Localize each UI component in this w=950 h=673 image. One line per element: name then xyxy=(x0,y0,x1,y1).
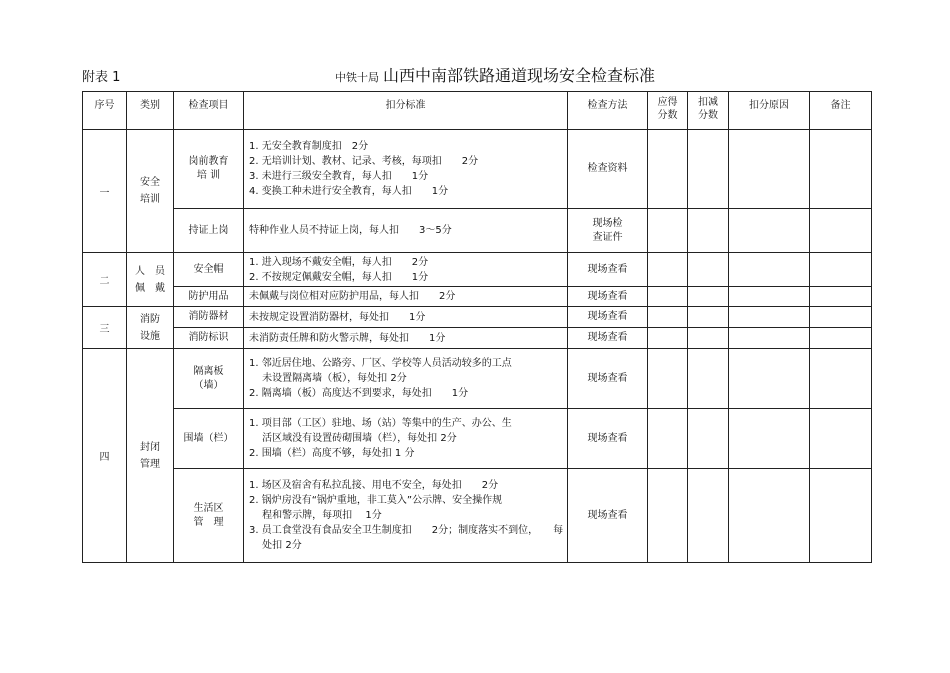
section-category xyxy=(127,253,174,307)
remark-cell xyxy=(810,469,872,563)
table-row xyxy=(83,328,872,349)
check-method xyxy=(568,349,648,409)
score-cell[interactable] xyxy=(648,409,688,469)
text-line: 现场查看 xyxy=(587,263,628,275)
text-line: 4. 变换工种未进行安全教育，每人扣 1分 xyxy=(249,186,449,197)
col-deduct: 扣减 分数 xyxy=(688,92,729,130)
text-line: 人 员 xyxy=(135,265,165,277)
text-line: 3. 员工食堂没有食品安全卫生制度扣 2分；制度落实不到位， 每 xyxy=(249,525,564,536)
reason-cell xyxy=(729,349,810,409)
check-method xyxy=(568,130,648,209)
text-line: 查证件 xyxy=(592,231,623,243)
col-seq: 序号 xyxy=(83,92,127,130)
text-line: 生活区 xyxy=(193,502,224,514)
text-line: 封闭 xyxy=(140,441,160,453)
text-line: 2. 无培训计划、教材、记录、考核，每项扣 2分 xyxy=(249,156,479,167)
table-row xyxy=(83,409,872,469)
text-line: 消防器材 xyxy=(188,311,229,322)
text-line: 管 理 xyxy=(193,516,224,528)
text-line: 1. 无安全教育制度扣 2分 xyxy=(249,141,369,152)
reason-cell xyxy=(729,209,810,253)
col-item: 检查项目 xyxy=(174,92,244,130)
score-cell[interactable] xyxy=(648,469,688,563)
text-line: 未设置隔离墙（板），每处扣 2分 xyxy=(249,373,407,384)
remark-cell xyxy=(810,209,872,253)
text-line: 现场查看 xyxy=(587,432,628,444)
reason-cell xyxy=(729,307,810,328)
col-criteria: 扣分标准 xyxy=(244,92,568,130)
text-line: 检查资料 xyxy=(587,163,628,174)
section-category xyxy=(127,307,174,349)
text-line: 2. 隔离墙（板）高度达不到要求，每处扣 1分 xyxy=(249,388,469,399)
check-item xyxy=(174,469,244,563)
check-item xyxy=(174,253,244,287)
text-line: 未佩戴与岗位相对应防护用品，每人扣 2分 xyxy=(249,291,456,302)
text-line: （墙） xyxy=(193,379,224,391)
reason-cell xyxy=(729,130,810,209)
text-line: 1. 场区及宿舍有私拉乱接、用电不安全，每处扣 2分 xyxy=(249,480,499,491)
text-line: 2. 锅炉房没有“锅炉重地，非工莫入”公示牌、安全操作规 xyxy=(249,495,503,506)
text-line: 程和警示牌，每项扣 1分 xyxy=(249,510,382,521)
text-line: 特种作业人员不持证上岗，每人扣 3～5分 xyxy=(249,225,452,236)
text-line: 设施 xyxy=(140,330,160,342)
remark-cell xyxy=(810,287,872,307)
text-line: 现场查看 xyxy=(587,332,628,343)
reason-cell xyxy=(729,253,810,287)
attachment-label: 附表 1 xyxy=(82,70,121,85)
deduct-cell[interactable] xyxy=(688,209,729,253)
check-method xyxy=(568,253,648,287)
check-method xyxy=(568,307,648,328)
deduct-cell[interactable] xyxy=(688,328,729,349)
score-cell[interactable] xyxy=(648,130,688,209)
text-line: 1. 项目部（工区）驻地、场（站）等集中的生产、办公、生 xyxy=(249,418,512,429)
reason-cell xyxy=(729,328,810,349)
deduction-criteria xyxy=(244,253,568,287)
check-item xyxy=(174,287,244,307)
score-cell[interactable] xyxy=(648,328,688,349)
text-line: 2. 围墙（栏）高度不够，每处扣 1 分 xyxy=(249,448,415,459)
text-line: 培 训 xyxy=(196,170,221,181)
deduction-criteria xyxy=(244,209,568,253)
text-line: 现场查看 xyxy=(587,290,628,302)
text-line: 现场检 xyxy=(592,217,623,229)
remark-cell xyxy=(810,130,872,209)
check-method xyxy=(568,209,648,253)
check-item xyxy=(174,130,244,209)
text-line: 消防标识 xyxy=(188,332,229,343)
text-line: 隔离板 xyxy=(193,365,224,377)
section-category xyxy=(127,349,174,563)
text-line: 未消防责任牌和防火警示牌，每处扣 1分 xyxy=(249,332,446,344)
document-title xyxy=(335,63,655,86)
text-line: 1. 进入现场不戴安全帽，每人扣 2分 xyxy=(249,256,429,268)
table-row xyxy=(83,469,872,563)
deduction-criteria xyxy=(244,349,568,409)
remark-cell xyxy=(810,409,872,469)
text-line: 管理 xyxy=(140,458,160,470)
table-row xyxy=(83,253,872,287)
check-method xyxy=(568,328,648,349)
score-cell[interactable] xyxy=(648,253,688,287)
section-category xyxy=(127,130,174,253)
text-line: 现场查看 xyxy=(587,509,628,521)
check-method xyxy=(568,469,648,563)
text-line: 安全帽 xyxy=(193,263,224,275)
table-row xyxy=(83,130,872,209)
text-line: 现场查看 xyxy=(587,311,628,322)
reason-cell xyxy=(729,469,810,563)
text-line: 持证上岗 xyxy=(188,224,229,236)
section-seq: 四 xyxy=(83,349,127,563)
table-row xyxy=(83,287,872,307)
check-item xyxy=(174,307,244,328)
remark-cell xyxy=(810,253,872,287)
check-item xyxy=(174,349,244,409)
inspection-standard-table xyxy=(82,91,872,563)
score-cell[interactable] xyxy=(648,209,688,253)
remark-cell xyxy=(810,328,872,349)
deduction-criteria xyxy=(244,307,568,328)
remark-cell xyxy=(810,349,872,409)
deduct-cell[interactable] xyxy=(688,253,729,287)
table-row xyxy=(83,307,872,328)
header-row xyxy=(83,92,872,130)
section-seq: 一 xyxy=(83,130,127,253)
text-line: 安全 xyxy=(140,177,160,188)
check-item xyxy=(174,209,244,253)
text-line: 培训 xyxy=(140,194,160,205)
deduction-criteria xyxy=(244,287,568,307)
text-line: 围墙（栏） xyxy=(183,432,234,444)
table-row xyxy=(83,209,872,253)
deduction-criteria xyxy=(244,130,568,209)
reason-cell xyxy=(729,287,810,307)
check-method xyxy=(568,409,648,469)
text-line: 岗前教育 xyxy=(188,156,229,167)
col-remark: 备注 xyxy=(810,92,872,130)
remark-cell xyxy=(810,307,872,328)
reason-cell xyxy=(729,409,810,469)
check-method xyxy=(568,287,648,307)
col-reason: 扣分原因 xyxy=(729,92,810,130)
deduction-criteria xyxy=(244,469,568,563)
text-line: 现场查看 xyxy=(587,372,628,384)
text-line: 防护用品 xyxy=(188,290,229,302)
text-line: 处扣 2分 xyxy=(249,540,302,551)
check-item xyxy=(174,409,244,469)
check-item xyxy=(174,328,244,349)
deduct-cell[interactable] xyxy=(688,307,729,328)
text-line: 3. 未进行三级安全教育，每人扣 1分 xyxy=(249,171,429,182)
deduct-cell[interactable] xyxy=(688,130,729,209)
text-line: 消防 xyxy=(140,313,160,325)
col-score: 应得 分数 xyxy=(648,92,688,130)
text-line: 2. 不按规定佩戴安全帽，每人扣 1分 xyxy=(249,271,429,283)
deduction-criteria xyxy=(244,409,568,469)
deduct-cell[interactable] xyxy=(688,409,729,469)
org-name: 中铁十局 xyxy=(335,71,379,84)
text-line: 1. 邻近居住地、公路旁、厂区、学校等人员活动较多的工点 xyxy=(249,358,512,369)
deduction-criteria xyxy=(244,328,568,349)
col-category: 类别 xyxy=(127,92,174,130)
deduct-cell[interactable] xyxy=(688,469,729,563)
text-line: 活区域没有设置砖砌围墙（栏），每处扣 2分 xyxy=(249,433,457,444)
deduct-cell[interactable] xyxy=(688,349,729,409)
section-seq: 二 xyxy=(83,253,127,307)
table-row xyxy=(83,349,872,409)
section-seq: 三 xyxy=(83,307,127,349)
title-text: 山西中南部铁路通道现场安全检查标准 xyxy=(383,66,656,85)
text-line: 未按规定设置消防器材，每处扣 1分 xyxy=(249,311,426,323)
score-cell[interactable] xyxy=(648,349,688,409)
col-method: 检查方法 xyxy=(568,92,648,130)
text-line: 佩 戴 xyxy=(135,282,165,294)
deduct-cell[interactable] xyxy=(688,287,729,307)
score-cell[interactable] xyxy=(648,307,688,328)
score-cell[interactable] xyxy=(648,287,688,307)
